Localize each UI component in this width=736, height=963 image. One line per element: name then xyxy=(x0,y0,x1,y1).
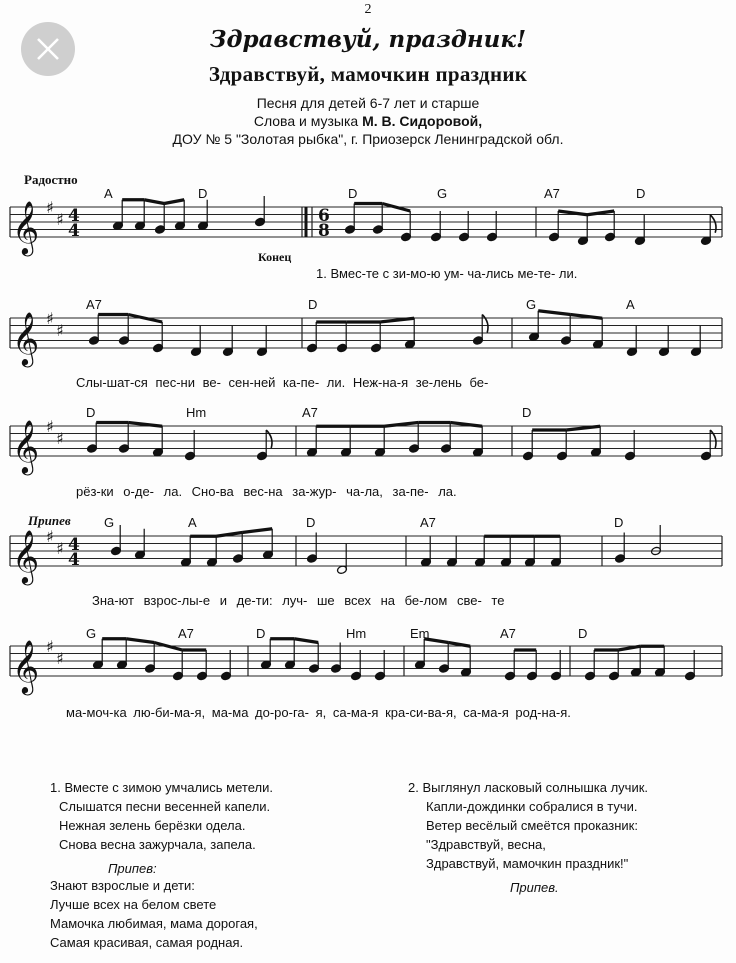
sharp-sign: ♯ xyxy=(46,527,54,546)
chord: D xyxy=(86,405,96,420)
verse-line: Здравствуй, мамочкин праздник!" xyxy=(426,856,629,871)
verse-chorus-label: Припев: xyxy=(108,861,157,876)
sharp-sign: ♯ xyxy=(46,637,54,656)
credits-prefix: Слова и музыка xyxy=(253,113,359,129)
note-beam xyxy=(144,200,164,204)
chord: G xyxy=(86,626,97,641)
chord: A xyxy=(188,515,197,530)
note-beam xyxy=(294,639,318,643)
note-flag xyxy=(482,315,488,333)
verse-line: Капли-дождинки собралися в тучи. xyxy=(426,799,638,814)
chord: D xyxy=(256,626,266,641)
page-number: 2 xyxy=(364,2,372,17)
time-signature-top: 4 xyxy=(68,535,80,555)
chorus-line: Знают взрослые и дети: xyxy=(50,878,195,893)
chord: D xyxy=(614,515,624,530)
verse-line: Слышатся песни весенней капели. xyxy=(59,799,271,814)
chord: A7 xyxy=(302,405,318,420)
lyrics-row-5: ма-моч-ка лю-би-ма-я, ма-ма до-ро-га- я, са-ма-я кра-си-ва-я, са-ма-я род-на-я. xyxy=(66,705,571,720)
chord: A7 xyxy=(420,515,436,530)
sharp-sign: ♯ xyxy=(56,649,64,668)
chord: Em xyxy=(410,626,430,641)
chord: A7 xyxy=(500,626,516,641)
sharp-sign: ♯ xyxy=(56,321,64,340)
institution: ДОУ № 5 "Золотая рыбка", г. Приозерск Ленинградской обл. xyxy=(172,131,564,147)
chord: D xyxy=(306,515,316,530)
note-flag xyxy=(266,430,272,448)
chord: Hm xyxy=(346,626,367,641)
chorus-label: Припев xyxy=(28,513,71,528)
time-signature-top: 6 xyxy=(318,206,330,226)
note-beam xyxy=(242,529,272,533)
lyrics-row-1: 1. Вмес-те с зи-мо-ю ум- ча-лись ме-те- ли. xyxy=(316,266,578,281)
chorus-line: Мамочка любимая, мама дорогая, xyxy=(50,916,258,931)
verse-line: Снова весна зажурчала, запела. xyxy=(59,837,256,852)
credits-name: М. В. Сидоровой, xyxy=(362,113,483,129)
treble-clef: 𝄞 xyxy=(12,200,40,254)
chord: D xyxy=(308,297,318,312)
time-signature-top: 4 xyxy=(68,206,80,226)
verse-line: 1. Вместе с зимою умчались метели. xyxy=(50,780,273,795)
verse-chorus-label: Припев. xyxy=(510,880,559,895)
time-signature-bottom: 8 xyxy=(318,221,330,241)
chord: D xyxy=(198,186,208,201)
verse-line: Ветер весёлый смеётся проказник: xyxy=(426,818,638,833)
sharp-sign: ♯ xyxy=(56,539,64,558)
time-signature-bottom: 4 xyxy=(68,550,80,570)
chord: A xyxy=(626,297,635,312)
chord: G xyxy=(104,515,115,530)
verse-2 xyxy=(408,778,648,895)
end-mark: Конец xyxy=(258,250,292,264)
chord: D xyxy=(636,186,646,201)
lyrics-row-4: Зна-ют взрос-лы-е и де-ти: луч- ше всех на бе-лом све- те xyxy=(92,593,505,608)
note-beam xyxy=(618,646,640,650)
sharp-sign: ♯ xyxy=(46,417,54,436)
chord: D xyxy=(522,405,532,420)
verse-1 xyxy=(50,778,273,952)
note-beam xyxy=(164,200,184,204)
lyrics-row-2: Слы-шат-ся пес-ни ве- сен-ней ка-пе- ли. Неж-на-я зе-лень бе- xyxy=(76,375,489,390)
chord: Hm xyxy=(186,405,207,420)
sharp-sign: ♯ xyxy=(46,198,54,217)
sharp-sign: ♯ xyxy=(56,210,64,229)
chord: D xyxy=(578,626,588,641)
note-beam xyxy=(380,318,414,322)
treble-clef: 𝄞 xyxy=(12,529,40,583)
chord: A7 xyxy=(86,297,102,312)
treble-clef: 𝄞 xyxy=(12,419,40,473)
sharp-sign: ♯ xyxy=(56,429,64,448)
chord: G xyxy=(526,297,537,312)
subtitle: Песня для детей 6-7 лет и старше xyxy=(256,95,480,111)
treble-clef: 𝄞 xyxy=(12,311,40,365)
chorus-line: Самая красивая, самая родная. xyxy=(50,935,244,950)
note-beam xyxy=(566,426,600,430)
time-signature-bottom: 4 xyxy=(68,221,80,241)
chorus-line: Лучше всех на белом свете xyxy=(50,897,217,912)
note-beam xyxy=(126,639,154,643)
chord: A xyxy=(104,186,113,201)
verse-line: "Здравствуй, весна, xyxy=(426,837,546,852)
chord: D xyxy=(348,186,358,201)
script-title: Здравствуй, праздник! xyxy=(209,26,527,53)
treble-clef: 𝄞 xyxy=(12,639,40,693)
sharp-sign: ♯ xyxy=(46,309,54,328)
chord: G xyxy=(437,186,448,201)
chord: A7 xyxy=(178,626,194,641)
verse-line: Нежная зелень берёзки одела. xyxy=(59,818,246,833)
tempo-marking: Радостно xyxy=(24,172,78,187)
chord: A7 xyxy=(544,186,560,201)
note-beam xyxy=(538,311,570,315)
page-title: Здравствуй, мамочкин праздник xyxy=(208,62,528,86)
note-flag xyxy=(710,430,716,448)
lyrics-row-3: рёз-ки о-де- ла. Сно-ва вес-на за-жур- ча-ла, за-пе- ла. xyxy=(76,484,457,499)
verse-line: 2. Выглянул ласковый солнышка лучик. xyxy=(408,780,649,795)
